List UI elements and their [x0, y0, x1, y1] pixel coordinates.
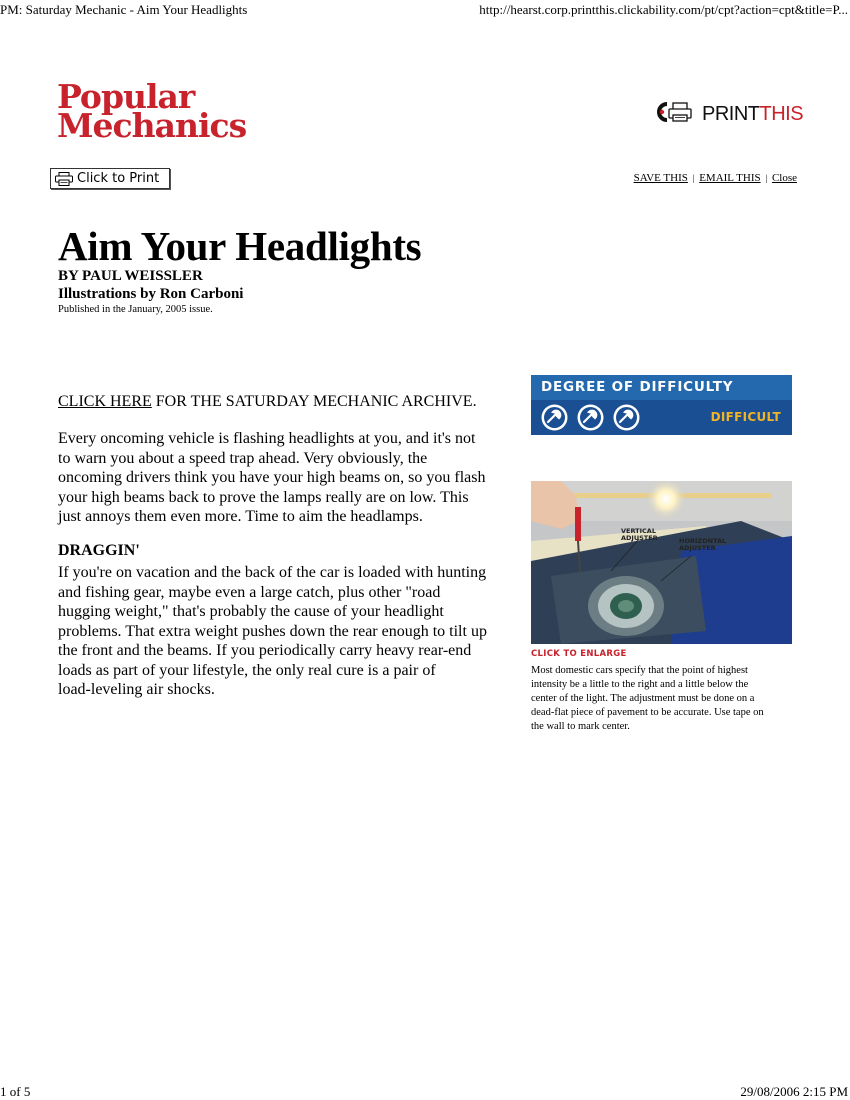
article-title: Aim Your Headlights [58, 223, 422, 269]
archive-link[interactable]: CLICK HERE [58, 393, 152, 410]
caption-line: Most domestic cars specify that the point of highest [531, 665, 748, 676]
save-this-link[interactable]: SAVE THIS [633, 172, 688, 184]
headlight-adjuster-drawing [531, 481, 792, 644]
print-header [0, 2, 850, 18]
article-published-note: Published in the January, 2005 issue. [58, 304, 213, 315]
paragraph-line: problems. That extra weight pushes down the rear enough to tilt up [58, 622, 487, 640]
logo-line-2: Mechanics [57, 106, 247, 145]
email-this-link[interactable]: EMAIL THIS [699, 172, 761, 184]
paragraph-line: your high beams back to prove the lamps really are on low. This [58, 488, 469, 506]
headlight-illustration[interactable] [531, 481, 792, 644]
horizontal-adjuster-label: HORIZONTAL ADJUSTER [679, 537, 727, 552]
close-link[interactable]: Close [771, 172, 797, 184]
difficulty-heading: DEGREE OF DIFFICULTY [541, 379, 734, 395]
printthis-wordmark: PRINTTHIS [702, 103, 804, 125]
paragraph-line: to warn you about a speed trap ahead. Very obviously, the [58, 449, 428, 467]
print-timestamp: 29/08/2006 2:15 PM [740, 1084, 848, 1099]
article-illustrator: Illustrations by Ron Carboni [58, 286, 244, 302]
click-to-print-button[interactable] [50, 168, 170, 189]
paragraph-line: loads as part of your lifestyle, the only real cure is a pair of [58, 661, 436, 679]
link-separator: | [692, 173, 695, 183]
printer-icon [655, 101, 699, 123]
caption-line: center of the light. The adjustment must be done on a [531, 693, 755, 704]
print-footer [0, 1084, 850, 1100]
page-count: 1 of 5 [0, 1084, 31, 1099]
click-to-print-label: Click to Print [77, 171, 160, 186]
wrench-badge-icon [612, 403, 641, 432]
paragraph-line: the front and the beams. If you periodically carry heavy rear-end [58, 642, 472, 659]
printer-icon [55, 172, 73, 186]
paragraph-line: and fishing gear, maybe even a large catch, plus other "road [58, 583, 441, 601]
print-header-title: PM: Saturday Mechanic - Aim Your Headlights [0, 2, 248, 17]
wrench-badge-icon [576, 403, 605, 432]
caption-line: the wall to mark center. [531, 721, 630, 732]
paragraph-line: load-leveling air shocks. [58, 681, 215, 698]
difficulty-box [531, 375, 792, 435]
archive-text: FOR THE SATURDAY MECHANIC ARCHIVE. [151, 393, 477, 410]
illustration-caption [531, 664, 793, 734]
difficulty-icons [540, 403, 641, 432]
print-header-url: http://hearst.corp.printthis.clickability.com/pt/cpt?action=cpt&title=P... [479, 2, 848, 17]
click-to-enlarge-link[interactable]: CLICK TO ENLARGE [531, 649, 627, 659]
wrench-badge-icon [540, 403, 569, 432]
link-separator: | [765, 173, 768, 183]
paragraph-line: oncoming drivers think you have your high beams on, so you flash [58, 469, 486, 486]
paragraph-line: just annoys them even more. Time to aim the headlamps. [58, 508, 423, 525]
article-action-links [634, 172, 797, 184]
article-byline: BY PAUL WEISSLER [58, 268, 203, 284]
paragraph-line: Every oncoming vehicle is flashing headlights at you, and it's not [58, 430, 476, 447]
printthis-logo [655, 100, 805, 126]
vertical-adjuster-label: VERTICAL ADJUSTER [621, 527, 658, 542]
difficulty-header [531, 375, 792, 400]
paragraph-line: hugging weight," that's probably the cause of your headlight [58, 603, 444, 620]
article-paragraph-1 [58, 429, 513, 527]
difficulty-level: DIFFICULT [710, 410, 781, 424]
logo-line-1: Popular [57, 77, 195, 116]
archive-line [58, 393, 477, 411]
popular-mechanics-logo [57, 77, 269, 145]
article-paragraph-2 [58, 563, 513, 700]
caption-line: dead-flat piece of pavement to be accurate. Use tape on [531, 707, 764, 718]
paragraph-line: If you're on vacation and the back of the car is loaded with hunting [58, 564, 487, 581]
section-heading: DRAGGIN' [58, 542, 140, 559]
caption-line: intensity be a little to the right and a little below the [531, 679, 749, 690]
